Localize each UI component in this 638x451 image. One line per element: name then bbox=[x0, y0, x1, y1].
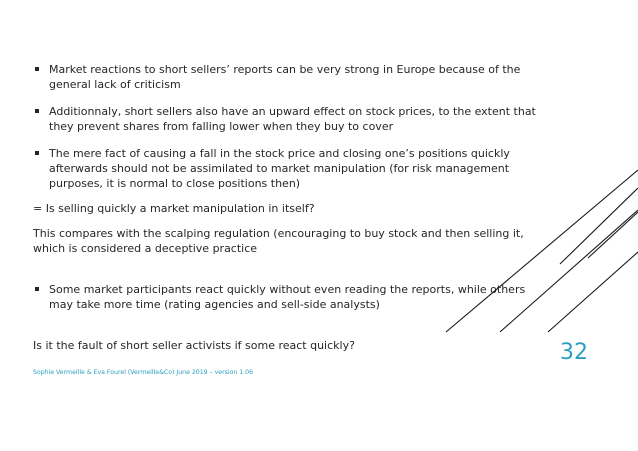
bullet-market-participants: Some market participants react quickly without even reading the reports, while others may take more time (rating agencies and sell-side analysts) bbox=[33, 282, 543, 312]
question-market-manipulation: = Is selling quickly a market manipulation in itself? bbox=[33, 202, 315, 215]
bullet-square-icon bbox=[35, 109, 39, 113]
bullet-square-icon bbox=[35, 151, 39, 155]
bullet-square-icon bbox=[35, 67, 39, 71]
bullet-upward-effect: Additionnaly, short sellers also have an upward effect on stock prices, to the extent that they prevent shares from falling lower when they buy to cover bbox=[33, 104, 543, 134]
page-number: 32 bbox=[560, 340, 588, 365]
question-fault: Is it the fault of short seller activists if some react quickly? bbox=[33, 339, 355, 352]
bullet-square-icon bbox=[35, 287, 39, 291]
scalping-paragraph: This compares with the scalping regulation (encouraging to buy stock and then selling it, which is considered a deceptive practice bbox=[33, 227, 524, 255]
slide-content bbox=[33, 62, 543, 353]
bullet-market-reactions: Market reactions to short sellers’ reports can be very strong in Europe because of the general lack of criticism bbox=[33, 62, 543, 92]
bullet-mere-fact: The mere fact of causing a fall in the stock price and closing one’s positions quickly afterwards should not be assimilated to market manipulation (for risk management purposes, it is normal to close positions then) bbox=[33, 146, 543, 191]
footer-credit: Sophie Vermeille & Eva Fourel (Vermeille&Co) June 2019 – version 1.06 bbox=[33, 369, 254, 376]
